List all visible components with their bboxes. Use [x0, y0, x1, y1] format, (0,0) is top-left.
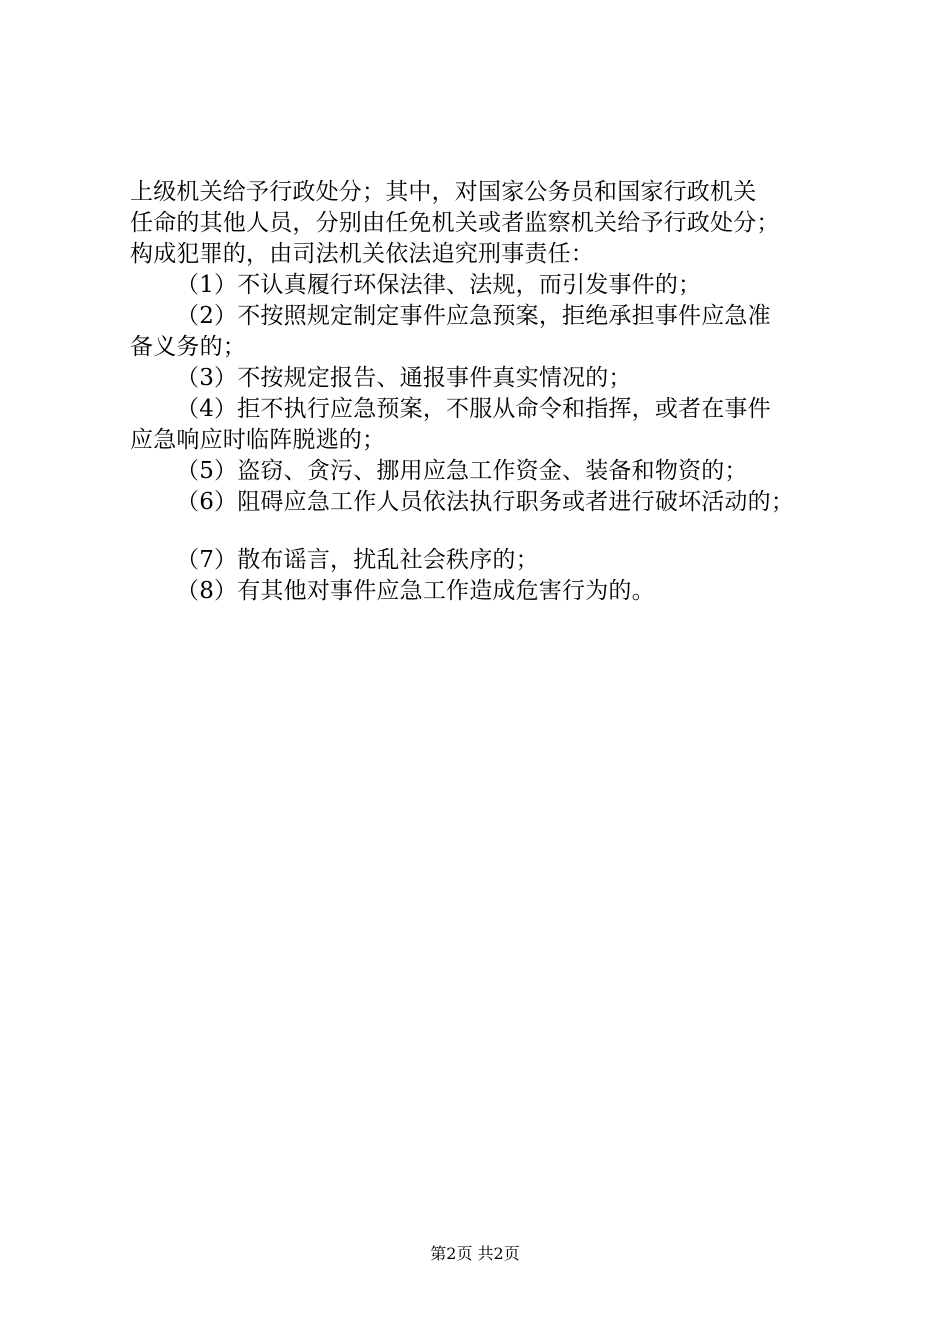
list-item-2: （2）不按照规定制定事件应急预案，拒绝承担事件应急准: [176, 303, 771, 329]
list-item-1: （1）不认真履行环保法律、法规，而引发事件的；: [176, 272, 702, 298]
list-item-2-continued: 备义务的；: [130, 334, 246, 360]
list-item-7: （7）散布谣言，扰乱社会秩序的；: [176, 547, 539, 573]
list-item-4-continued: 应急响应时临阵脱逃的；: [130, 427, 386, 453]
list-item-4: （4）拒不执行应急预案，不服从命令和指挥，或者在事件: [176, 396, 771, 422]
list-item-5: （5）盗窃、贪污、挪用应急工作资金、装备和物资的；: [176, 458, 748, 484]
paragraph-line: 构成犯罪的，由司法机关依法追究刑事责任：: [130, 241, 594, 267]
page-footer: [0, 1242, 950, 1266]
list-item-3: （3）不按规定报告、通报事件真实情况的；: [176, 365, 632, 391]
list-item-6: （6）阻碍应急工作人员依法执行职务或者进行破坏活动的；: [176, 489, 795, 515]
page-number: 第2页 共2页: [430, 1244, 520, 1263]
document-body: [130, 177, 842, 607]
list-item-8: （8）有其他对事件应急工作造成危害行为的。: [176, 578, 655, 604]
paragraph-line: 上级机关给予行政处分；其中，对国家公务员和国家行政机关: [130, 179, 757, 205]
paragraph-gap: [130, 518, 842, 545]
paragraph-line: 任命的其他人员，分别由任免机关或者监察机关给予行政处分；: [130, 210, 780, 236]
